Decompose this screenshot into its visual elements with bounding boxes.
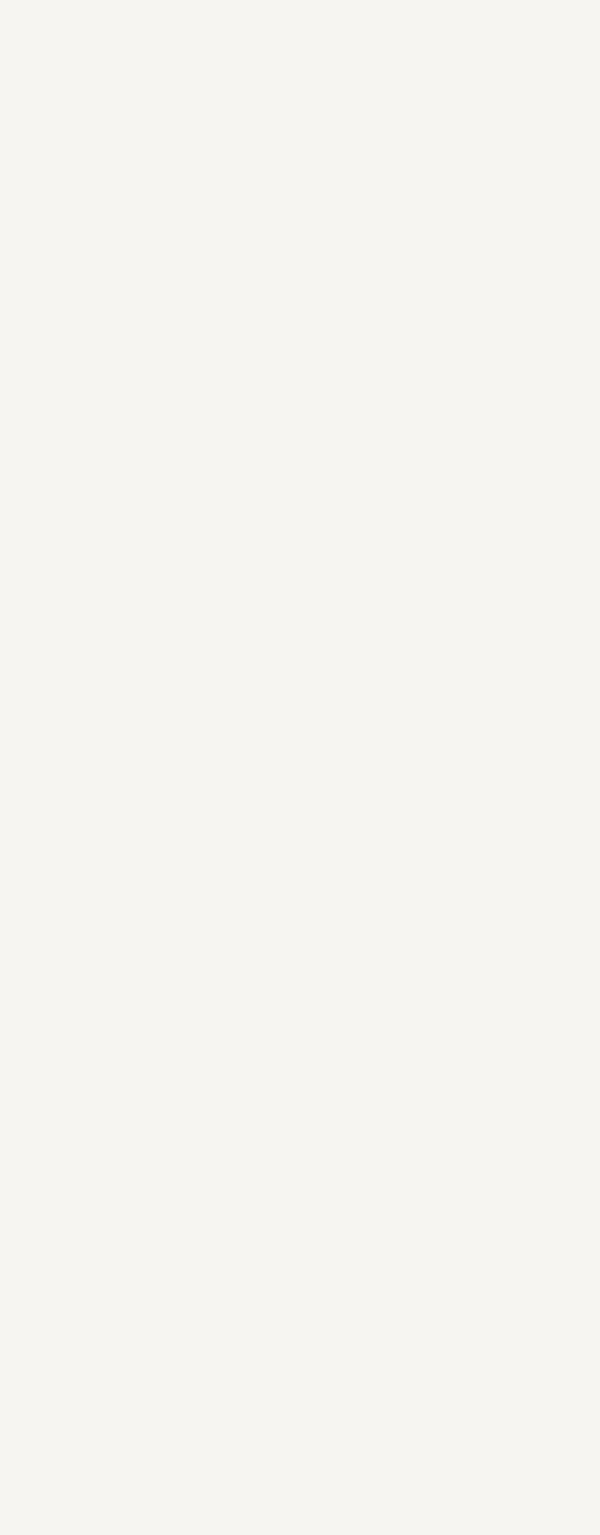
toc-upper-section: [0, 0, 600, 725]
toc-lower-section: [0, 735, 600, 1535]
